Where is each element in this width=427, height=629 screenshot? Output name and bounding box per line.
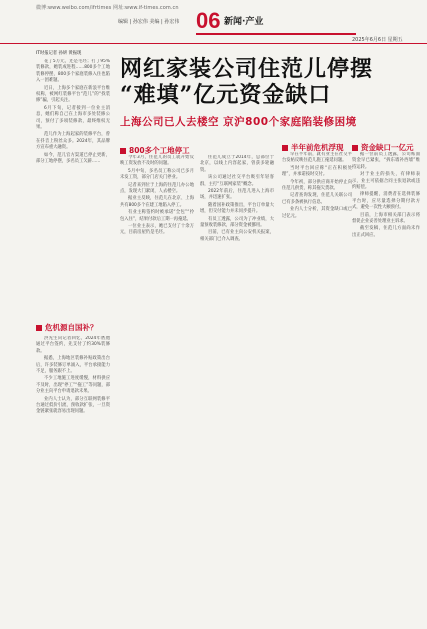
masthead (0, 0, 427, 44)
subhead-text: 资金缺口一亿元 (361, 143, 414, 152)
subhead-marker-icon (282, 145, 288, 151)
subhead-text: 半年前危机浮现 (291, 143, 344, 152)
paragraph: 2022年前后，住范儿进入上海市场，并迅速扩张。 (200, 189, 274, 201)
masthead-editors: 编辑 | 孙宏伟 美编 | 孙宏伟 (118, 19, 180, 25)
paragraph: 随着国补政策推出，平台订单量大增，但交付能力并未同步提升。 (200, 202, 274, 215)
masthead-divider (196, 33, 356, 35)
subhead-marker-icon (120, 148, 126, 154)
paragraph: 业内人士认为，部分互联网装修平台通过低价引流、预收款扩张，一旦资金链紧张就容易出现问题。 (36, 396, 110, 415)
body-column-4 (352, 152, 420, 582)
paragraph: 一位业主表示，她已支付了十余万元，目前房屋仍是毛坯。 (120, 224, 194, 236)
paragraph: 范儿作为上海起家的装修平台，曾在抖音上粉丝众多。2024年，其品牌方宣布重大融资。 (36, 132, 110, 151)
subhead-text: 800多个工地停工 (129, 146, 190, 155)
section-name: 新闻·产业 (224, 17, 264, 27)
paragraph: 今年3月，住范儿的员工就开始反映工资发放不及时的问题。 (120, 155, 194, 167)
paragraph: 据悉，上海地区装修补贴政策出台后，许多装修订单涌入，平台承接能力不足，服务跟不上。 (36, 356, 110, 375)
paragraph: 目前，已有业主向公安机关报案，相关部门已介入调查。 (200, 230, 274, 242)
paragraph: 目前，上海市相关部门表示将督促企业妥善处理业主诉求。 (352, 212, 420, 225)
subhead-text: 危机源自国补？ (45, 323, 98, 332)
paragraph: 业内人士分析，其资金缺口或已过亿元。 (282, 207, 352, 219)
headline-block (120, 56, 420, 129)
subhead-marker-icon (36, 325, 42, 331)
paragraph: 律师提醒，消费者在选择装修平台时，应尽量选择分期付款方式，避免一次性大额预付。 (352, 192, 420, 211)
left-column-top (36, 59, 110, 321)
left-column-bottom (36, 336, 110, 581)
issue-date: 2025年6月6日 星期五 (352, 37, 403, 43)
paragraph: 不少工地施工进度缓慢，材料供应不及时，出现“停工”“拖工”等问题，部分业主向平台申请退款未果。 (36, 376, 110, 395)
paragraph: 有员工透露，公司为了冲业绩，大量预收装修款，部分资金被挪用。 (200, 216, 274, 229)
paragraph: 记者来到位于上海的住范儿办公地点，发现大门紧闭，人去楼空。 (120, 182, 194, 195)
paragraph: 据一位前员工透露，公司账面资金早已紧张，“拆东墙补西墙”维持运转。 (352, 152, 420, 170)
paragraph: 对于业主的损失，有律师表示，业主可依据合同主张退款或违约赔偿。 (352, 172, 420, 191)
headline-subtitle: 上海公司已人去楼空 京沪800个家庭陷装修困境 (120, 116, 357, 128)
paragraph: 5月中旬，多名员工称公司已多月未发工资，部分门店关门停业。 (120, 168, 194, 181)
paragraph: 当时平台回应称“正在积极处理”，并承诺按时交付。 (282, 165, 352, 178)
body-column-1 (120, 155, 194, 585)
paragraph: 有业主称签约时被承诺“全包”“拎包入住”，结果付款后工期一再拖延。 (120, 210, 194, 222)
paragraph: 今年初，部分供应商开始停止向住范儿供货，称其拖欠货款。 (282, 179, 352, 192)
paragraph: 该公司通过社交平台吸引年轻客群，主打“互联网家装”概念。 (200, 175, 274, 187)
paragraph: 早在半年前，就有业主在社交平台发帖反映住范儿施工拖延问题。 (282, 152, 352, 164)
paragraph: 如今，范儿官方渠道已停止更新，部分工地停摆，多名员工欠薪…… (36, 152, 110, 165)
paragraph: 截至发稿，住范儿方面尚未作出正式回应。 (352, 226, 420, 238)
paragraph: 6月下旬，记者接到一位业主消息，她们称自己在上海市多处装修公司，预付了多项装修款，最终维权无果。 (36, 105, 110, 131)
subhead-marker-icon (352, 145, 358, 151)
body-column-2 (200, 155, 274, 585)
body-column-3 (282, 152, 352, 582)
paragraph: 近日，上海多个家庭在新浪平台维权称，被网红装修平台“范儿”的“找装修”骗，引起关注。 (36, 85, 110, 104)
page-number: 06 (196, 8, 221, 33)
subhead-crisis-origin (36, 322, 98, 333)
paragraph: 花了5万元，还是毛坯；打了95%装修款，她装成进程……800多个工地装修停摆，800多个家庭装修入住也陷入一团难题。 (36, 59, 110, 84)
headline-line-2: “难填”亿元资金缺口 (120, 82, 332, 108)
paragraph: 洪先生向记者回忆，2024年底他通过平台签约，先支付了约30%装修款。 (36, 336, 110, 354)
paragraph: 记者查询发现，住范儿关联公司已有多条被执行信息。 (282, 193, 352, 205)
headline-line-1: 网红家装公司住范儿停摆 (120, 56, 374, 82)
masthead-contact: 微博:www.weibo.com/ifrtimes 网址:www.if-times.com.cn (36, 5, 179, 11)
paragraph: 住范儿成立于2014年，总部位于北京，以线上内容起家，曾获多轮融资。 (200, 155, 274, 173)
byline: IT时报记者 孙妍 黄振现 (36, 51, 82, 56)
paragraph: 据业主反映，住范儿在北京、上海共有800多个在建工地陷入停工。 (120, 196, 194, 208)
